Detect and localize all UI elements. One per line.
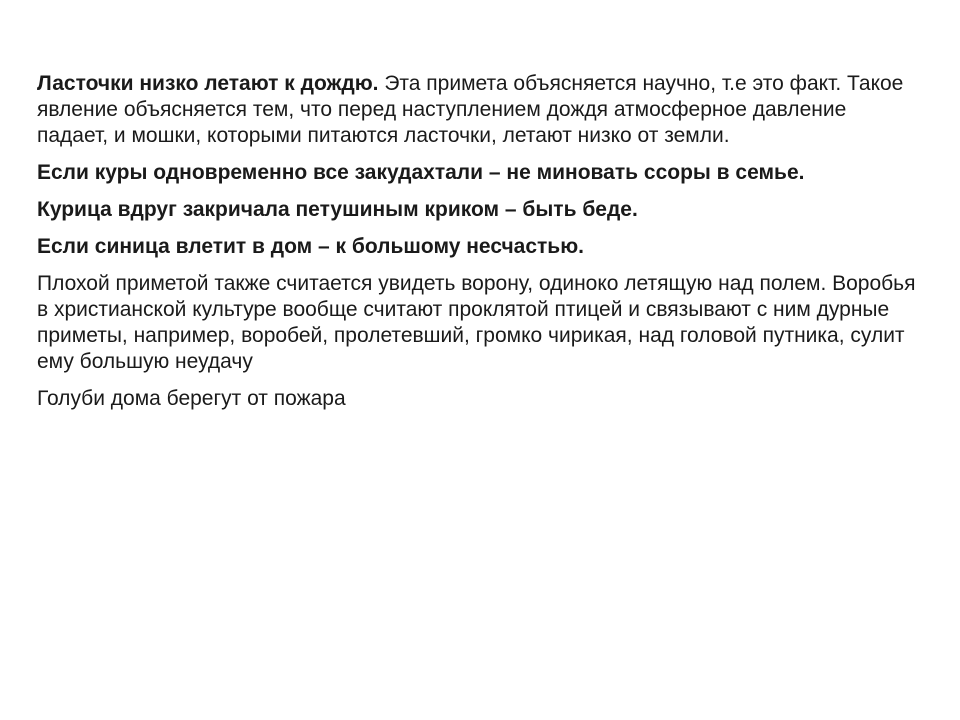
paragraph-swallows <box>37 71 920 149</box>
paragraph-text: Эта примета объясняется научно, т.е это факт. Такое явление объясняется тем, что перед наступлением дождя атмосферное давление падает, и мошки, которыми питаются ласточки, летают низко от земли. <box>37 72 904 147</box>
paragraph-titmouse: Если синица влетит в дом – к большому несчастью. <box>37 235 584 258</box>
paragraph-hens: Если куры одновременно все закудахтали – не миновать ссоры в семье. <box>37 161 805 184</box>
paragraph-crow-sparrow: Плохой приметой также считается увидеть ворону, одиноко летящую над полем. Воробья в христианской культуре вообще считают проклятой птицей и связывают с ним дурные приметы, например, воробей, пролетевший, громко чирикая, над головой путника, сулит ему большую неудачу <box>37 272 916 373</box>
paragraph-pigeons: Голуби дома берегут от пожара <box>37 387 346 410</box>
paragraph-lead: Ласточки низко летают к дождю. <box>37 72 379 95</box>
paragraph-hen-crow: Курица вдруг закричала петушиным криком – быть беде. <box>37 198 638 221</box>
